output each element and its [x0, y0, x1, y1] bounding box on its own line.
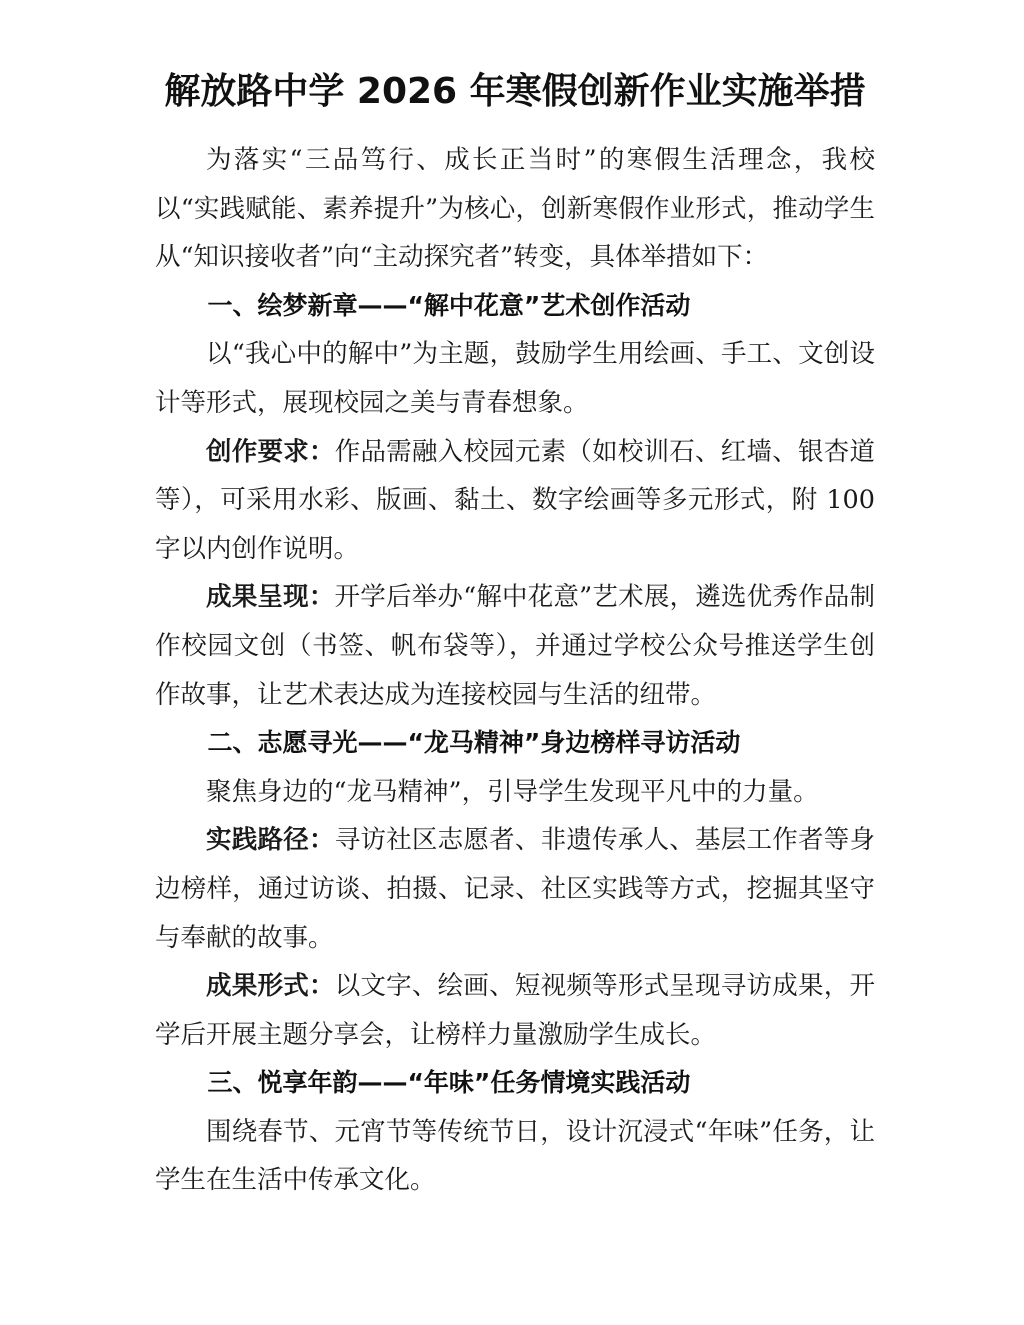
- section-2-body: 聚焦身边的“龙马精神”，引导学生发现平凡中的力量。: [206, 776, 819, 807]
- section-2-heading: 二、志愿寻光——“龙马精神”身边榜样寻访活动: [207, 728, 741, 758]
- document-page: [155, 62, 875, 1205]
- section-2-item-2-label: 成果形式：: [206, 971, 335, 1002]
- section-1-item-1: [155, 428, 875, 574]
- section-3-body: 围绕春节、元宵节等传统节日，设计沉浸式“年味”任务，让学生在生活中传承文化。: [155, 1116, 875, 1196]
- section-1-heading: 一、绘梦新章——“解中花意”艺术创作活动: [207, 290, 691, 320]
- section-1-item-2-text: 开学后举办“解中花意”艺术展，遴选优秀作品制作校园文创（书签、帆布袋等），并通过学校公众号推送学生创作故事，让艺术表达成为连接校园与生活的纽带。: [155, 582, 875, 710]
- section-1-item-2-label: 成果呈现：: [206, 582, 335, 613]
- section-1-item-2: [155, 573, 875, 719]
- section-2-item-1-label: 实践路径：: [206, 825, 335, 856]
- section-2-item-2: [155, 962, 875, 1059]
- section-2-item-1: [155, 816, 875, 962]
- section-1-item-1-label: 创作要求：: [206, 436, 335, 467]
- intro-paragraph: 为落实“三品笃行、成长正当时”的寒假生活理念，我校以“实践赋能、素养提升”为核心，创新寒假作业形式，推动学生从“知识接收者”向“主动探究者”转变，具体举措如下：: [155, 145, 875, 273]
- section-1-body: 以“我心中的解中”为主题，鼓励学生用绘画、手工、文创设计等形式，展现校园之美与青春想象。: [155, 339, 875, 418]
- section-2-item-1-text: 寻访社区志愿者、非遗传承人、基层工作者等身边榜样，通过访谈、拍摄、记录、社区实践等方式，挖掘其坚守与奉献的故事。: [155, 825, 875, 953]
- section-1-item-1-text: 作品需融入校园元素（如校训石、红墙、银杏道等），可采用水彩、版画、黏土、数字绘画等多元形式，附 100 字以内创作说明。: [155, 436, 875, 564]
- section-2-item-2-text: 以文字、绘画、短视频等形式呈现寻访成果，开学后开展主题分享会，让榜样力量激励学生成长。: [155, 971, 875, 1050]
- document-title: 解放路中学 2026 年寒假创新作业实施举措: [164, 71, 866, 112]
- section-3-heading: 三、悦享年韵——“年味”任务情境实践活动: [207, 1068, 691, 1098]
